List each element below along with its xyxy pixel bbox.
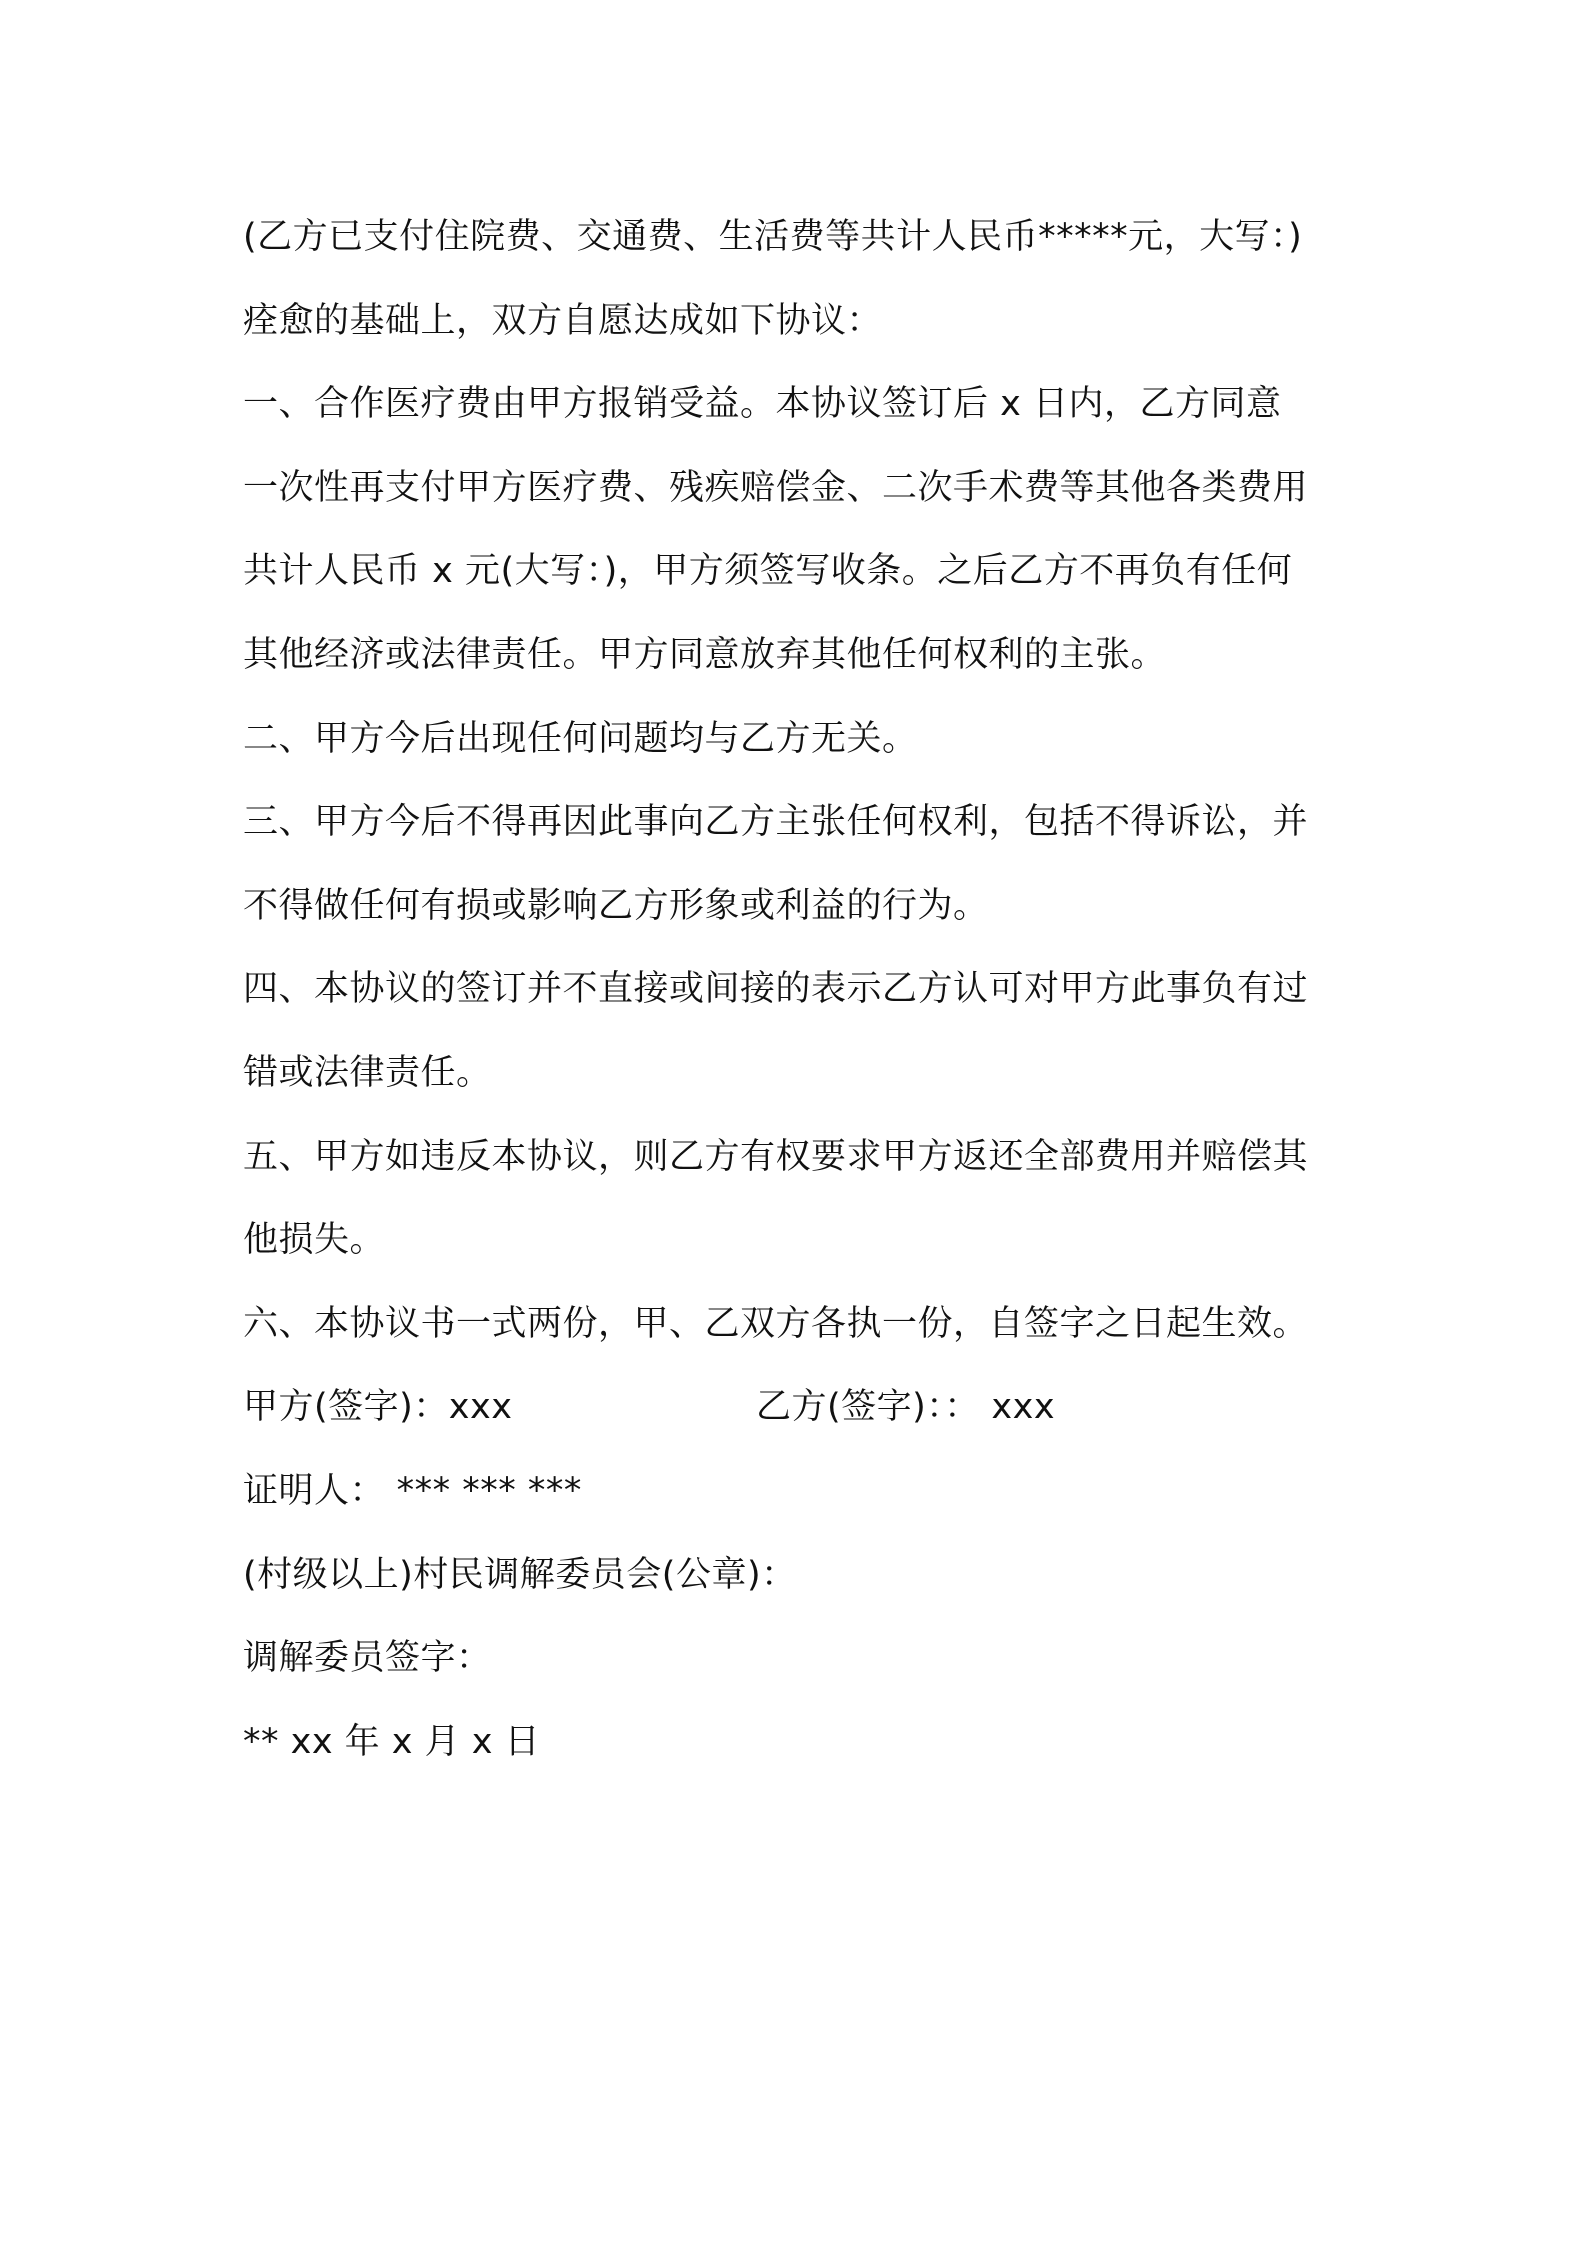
clause-3-line: 三、甲方今后不得再因此事向乙方主张任何权利，包括不得诉讼，并 bbox=[243, 802, 1309, 843]
clause-5-line: 他损失。 bbox=[243, 1220, 386, 1261]
clause-5-line: 五、甲方如违反本协议，则乙方有权要求甲方返还全部费用并赔偿其 bbox=[243, 1136, 1309, 1177]
clause-1-line: 一次性再支付甲方医疗费、残疾赔偿金、二次手术费等其他各类费用 bbox=[243, 467, 1309, 508]
mediator-signature-line: 调解委员签字： bbox=[243, 1638, 492, 1679]
clause-1-line: 共计人民币 x 元(大写：)，甲方须签写收条。之后乙方不再负有任何 bbox=[243, 551, 1293, 592]
paragraph-line: 痊愈的基础上，双方自愿达成如下协议： bbox=[243, 300, 883, 341]
agreement-body bbox=[243, 196, 1353, 1784]
committee-seal-line: (村级以上)村民调解委员会(公章)： bbox=[243, 1554, 797, 1595]
clause-1-line: 一、合作医疗费由甲方报销受益。本协议签订后 x 日内，乙方同意 bbox=[243, 384, 1282, 425]
paragraph-line: (乙方已支付住院费、交通费、生活费等共计人民币*****元，大写：) bbox=[243, 217, 1303, 257]
clause-3-line: 不得做任何有损或影响乙方形象或利益的行为。 bbox=[243, 885, 989, 926]
clause-1-line: 其他经济或法律责任。甲方同意放弃其他任何权利的主张。 bbox=[243, 634, 1167, 675]
clause-4-line: 错或法律责任。 bbox=[243, 1052, 492, 1093]
clause-4-line: 四、本协议的签订并不直接或间接的表示乙方认可对甲方此事负有过 bbox=[243, 969, 1309, 1010]
party-a-signature: 甲方(签字)：xxx bbox=[243, 1387, 513, 1428]
clause-2-line: 二、甲方今后出现任何问题均与乙方无关。 bbox=[243, 718, 918, 759]
signature-row bbox=[243, 1366, 1353, 1450]
date-line: ** xx 年 x 月 x 日 bbox=[243, 1721, 541, 1762]
party-b-signature: 乙方(签字)：： xxx bbox=[756, 1387, 1056, 1428]
witness-line: 证明人： *** *** *** bbox=[243, 1470, 582, 1511]
clause-6-line: 六、本协议书一式两份，甲、乙双方各执一份，自签字之日起生效。 bbox=[243, 1303, 1309, 1344]
